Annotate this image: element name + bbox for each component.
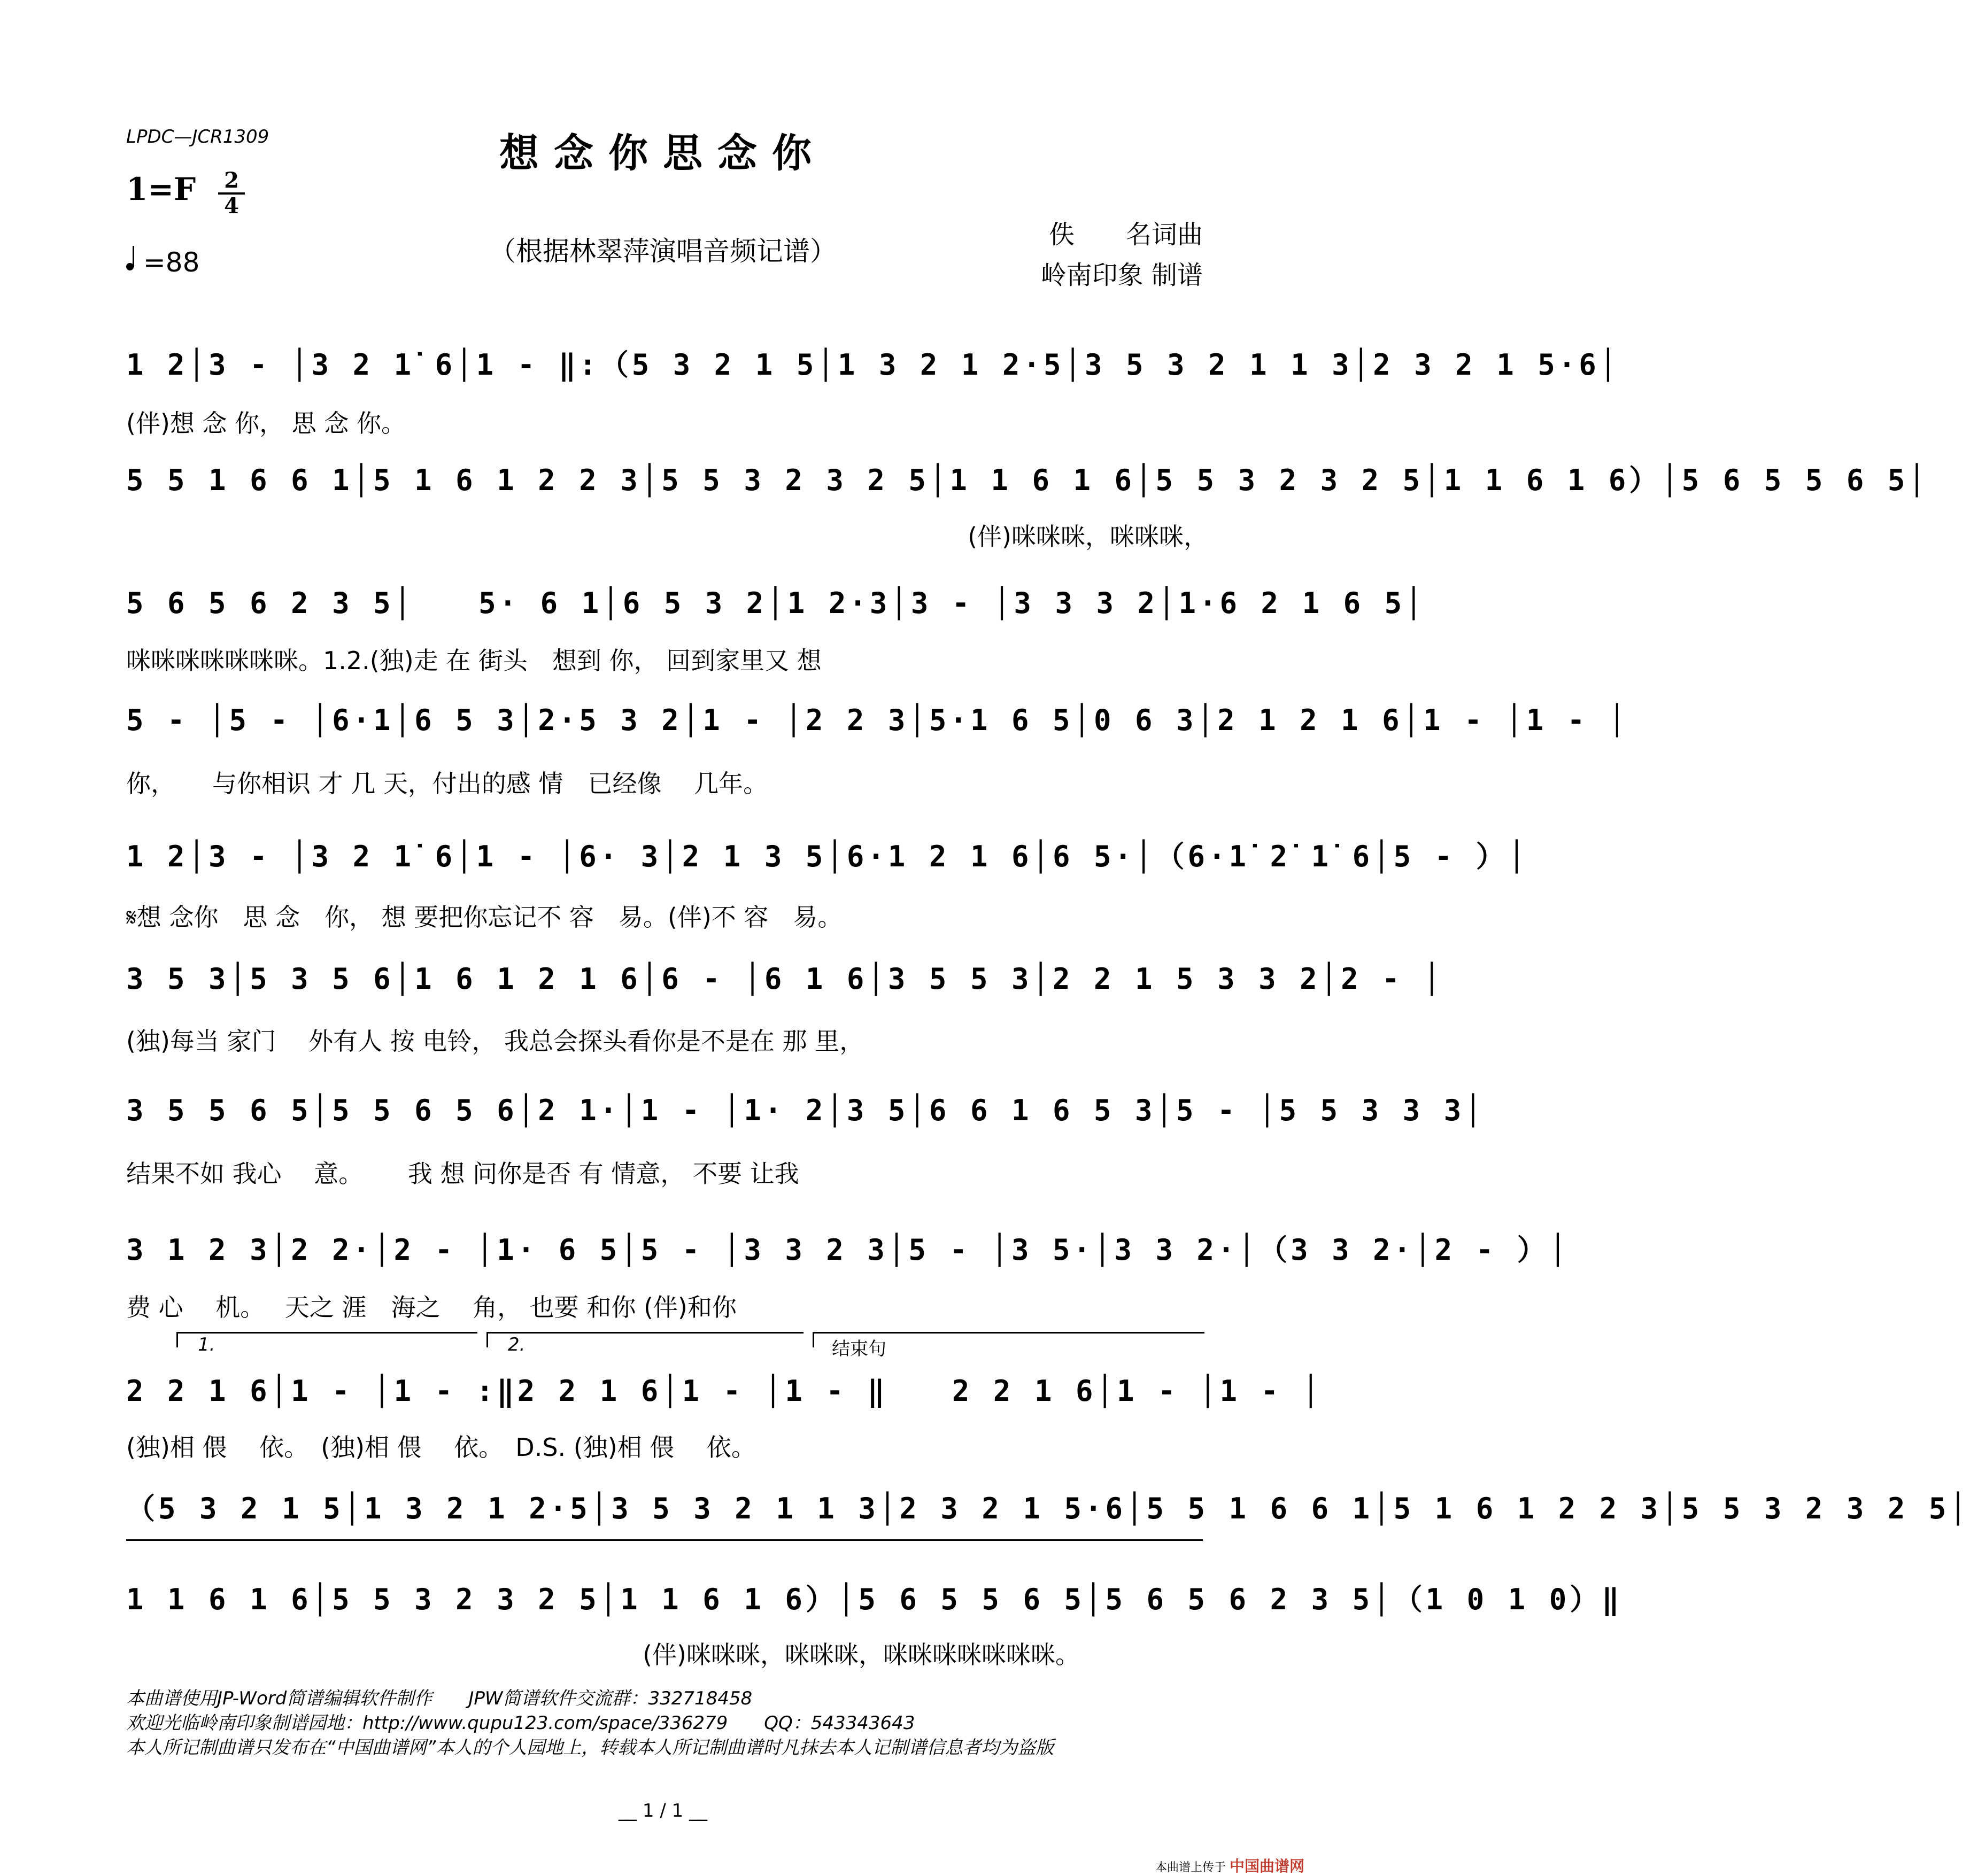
- key-signature: 1=F: [126, 171, 196, 207]
- score-line-7: 3 5 5 6 5│5 5 6 5 6│2 1·│1 - │1· 2│3 5│6 6 1 6 5 3│5 - │5 5 3 3 3│: [126, 1094, 1485, 1127]
- score-code: LPDC—JCR1309: [126, 126, 269, 148]
- lyric-line-9: (独)相 偎 依。 (独)相 偎 依。 D.S. (独)相 偎 依。: [126, 1433, 756, 1462]
- time-signature: [218, 170, 245, 217]
- lyric-line-8: 费 心 机。 天之 涯 海之 角， 也要 和你 (伴)和你: [126, 1293, 737, 1322]
- score-line-4: 5 - │5 - │6·1│6 5 3│2·5 3 2│1 - │2 2 3│5·1 6 5│0 6 3│2 1 2 1 6│1 - │1 - │: [126, 703, 1629, 737]
- score-line-2: 5 5 1 6 6 1│5 1 6 1 2 2 3│5 5 3 2 3 2 5│1 1 6 1 6│5 5 3 2 3 2 5│1 1 6 1 6）│5 6 5 5 6 5│: [126, 463, 1929, 497]
- volta-bracket-1: [176, 1332, 477, 1347]
- ending-label: 结束句: [832, 1338, 886, 1360]
- lyric-line-4: 你， 与你相识 才 几 天，付出的感 情 已经像 几年。: [126, 769, 768, 798]
- score-line-6: 3 5 3│5 3 5 6│1 6 1 2 1 6│6 - │6 1 6│3 5 5 3│2 2 1 5 3 3 2│2 - │: [126, 962, 1444, 996]
- score-line-10: （5 3 2 1 5│1 3 2 1 2·5│3 5 3 2 1 1 3│2 3 2 1 5·6│5 5 1 6 6 1│5 1 6 1 2 2 3│5 5 3 2 3 2 5│: [126, 1492, 1970, 1525]
- lyric-line-6: (独)每当 家门 外有人 按 电铃， 我总会探头看你是不是在 那 里，: [126, 1027, 864, 1056]
- tempo-value: =88: [143, 247, 200, 278]
- page-number: __ 1 / 1 __: [619, 1800, 707, 1821]
- credit-transcriber: 岭南印象 制谱: [1040, 260, 1203, 290]
- lyric-line-5: 𝄋想 念你 思 念 你， 想 要把你忘记不 容 易。(伴)不 容 易。: [126, 903, 843, 932]
- volta-label-1: 1.: [198, 1334, 215, 1355]
- upload-note: 本曲谱上传于: [1155, 1861, 1226, 1874]
- lyric-line-3: 咪咪咪咪咪咪咪。1.2.(独)走 在 街头 想到 你， 回到家里又 想: [126, 646, 822, 675]
- score-line-11: 1 1 6 1 6│5 5 3 2 3 2 5│1 1 6 1 6）│5 6 5 5 6 5│5 6 5 6 2 3 5│（1 0 1 0）‖: [126, 1583, 1623, 1616]
- lyric-line-11: (伴)咪咪咪，咪咪咪，咪咪咪咪咪咪咪。: [643, 1640, 1080, 1669]
- page-title: 想念你思念你: [499, 130, 826, 176]
- score-line-8: 3 1 2 3│2 2·│2 - │1· 6 5│5 - │3 3 2 3│5 - │3 5·│3 3 2·│（3 3 2·│2 - ）│: [126, 1233, 1570, 1267]
- system-divider: [126, 1539, 1203, 1541]
- brand-name: 中国曲谱网: [1229, 1857, 1304, 1875]
- source-note: （根据林翠萍演唱音频记谱）: [489, 236, 837, 267]
- score-line-1: 1 2│3 - │3 2 1̇ 6│1 - ‖:（5 3 2 1 5│1 3 2 1 2·5│3 5 3 2 1 1 3│2 3 2 1 5·6│: [126, 348, 1620, 382]
- time-signature-bottom: 4: [224, 193, 239, 219]
- lyric-line-7: 结果不如 我心 意。 我 想 问你是否 有 情意， 不要 让我: [126, 1159, 799, 1188]
- time-signature-top: 2: [224, 168, 239, 193]
- volta-bracket-2: [486, 1332, 804, 1347]
- site-logo: [1155, 1855, 1304, 1876]
- lyric-line-2: (伴)咪咪咪，咪咪咪，: [968, 522, 1208, 551]
- score-line-3: 5 6 5 6 2 3 5│ 5· 6 1│6 5 3 2│1 2·3│3 - │3 3 3 2│1·6 2 1 6 5│: [126, 586, 1426, 620]
- lyric-line-1: (伴)想 念 你， 思 念 你。: [126, 409, 406, 438]
- score-line-5: 1 2│3 - │3 2 1̇ 6│1 - │6· 3│2 1 3 5│6·1 2 1 6│6 5·│（6·1̇ 2̇ 1̇ 6│5 - ）│: [126, 840, 1529, 873]
- footer-website-note: 欢迎光临岭南印象制谱园地：http://www.qupu123.com/space/336279 QQ：543343643: [126, 1712, 915, 1734]
- footer-software-note: 本曲谱使用JP-Word简谱编辑软件制作 JPW简谱软件交流群：332718458: [126, 1688, 753, 1709]
- score-line-9: 2 2 1 6│1 - │1 - :‖2 2 1 6│1 - │1 - ‖ 2 2 1 6│1 - │1 - │: [126, 1374, 1323, 1408]
- volta-label-2: 2.: [508, 1334, 526, 1355]
- footer-copyright-note: 本人所记制曲谱只发布在“中国曲谱网”本人的个人园地上，转载本人所记制曲谱时凡抹去本人记制谱信息者均为盗版: [126, 1737, 1054, 1758]
- credit-composer: 佚 名词曲: [1048, 220, 1203, 250]
